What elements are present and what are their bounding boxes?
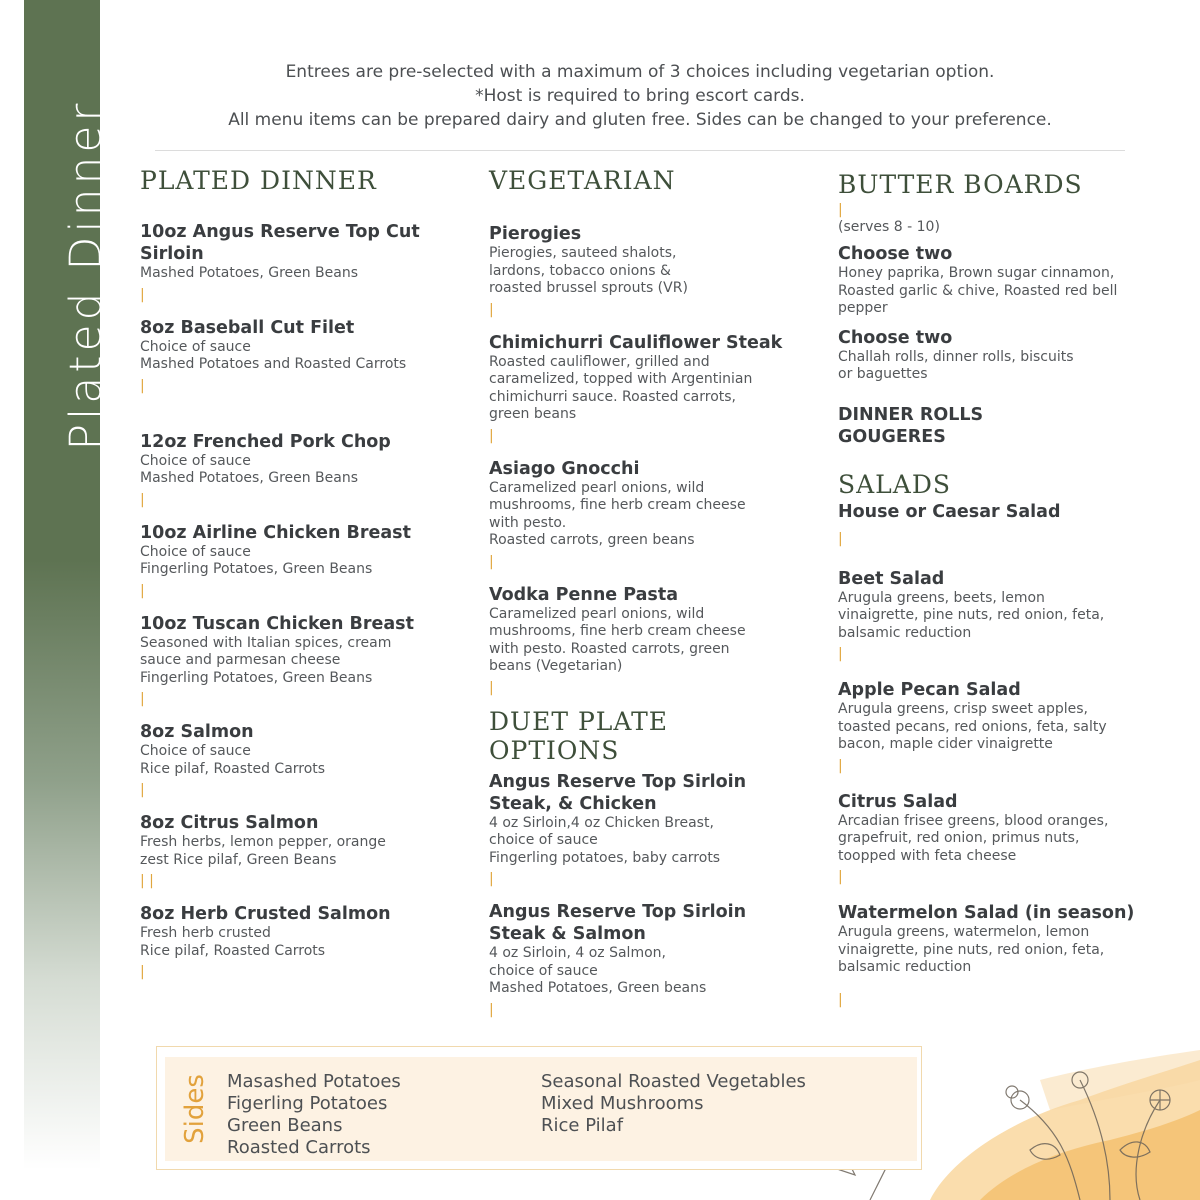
menu-item xyxy=(838,679,1138,775)
item-desc: Choice of sauce Mashed Potatoes and Roasted Carrots xyxy=(140,338,407,372)
menu-item xyxy=(838,902,1138,1009)
item-marker: | xyxy=(838,869,843,885)
menu-item xyxy=(838,327,1138,384)
item-marker: | xyxy=(489,871,494,887)
menu-item xyxy=(140,522,440,600)
item-marker: | xyxy=(140,582,145,599)
intro-line: *Host is required to bring escort cards. xyxy=(475,86,805,106)
item-marker: | xyxy=(489,301,494,318)
side-item: Roasted Carrots xyxy=(227,1137,371,1158)
vegetarian-column xyxy=(489,166,789,1019)
sidebar-title: Plated Dinner xyxy=(60,99,112,451)
menu-item xyxy=(140,431,440,509)
item-marker: | xyxy=(489,1001,494,1018)
menu-item xyxy=(838,791,1138,887)
menu-item xyxy=(140,812,440,890)
sides-box xyxy=(156,1046,922,1170)
menu-item xyxy=(489,771,789,889)
section-title-butter: BUTTER BOARDS xyxy=(838,170,1083,199)
item-name: Chimichurri Cauliflower Steak xyxy=(489,332,783,353)
item-desc: Caramelized pearl onions, wild mushrooms, fine herb cream cheese with pesto. Roasted carrots, green beans (Vegetarian) xyxy=(489,605,746,674)
sides-list-left xyxy=(227,1071,401,1159)
menu-item xyxy=(838,568,1138,664)
item-desc: Choice of sauce Fingerling Potatoes, Green Beans xyxy=(140,543,373,577)
item-name: 10oz Airline Chicken Breast xyxy=(140,522,411,543)
menu-item xyxy=(140,721,440,799)
menu-item xyxy=(140,221,440,304)
item-name: Apple Pecan Salad xyxy=(838,680,1021,700)
item-desc: Choice of sauce Rice pilaf, Roasted Carrots xyxy=(140,743,326,777)
menu-item xyxy=(489,584,789,697)
side-item: Seasonal Roasted Vegetables xyxy=(541,1071,806,1092)
item-marker: | xyxy=(489,679,494,696)
item-name: 8oz Herb Crusted Salmon xyxy=(140,904,391,924)
item-name: Choose two xyxy=(838,244,953,264)
item-name: House or Caesar Salad xyxy=(838,501,1061,522)
butter-salads-column xyxy=(838,170,1138,1009)
sides-list-right xyxy=(541,1071,806,1137)
menu-item xyxy=(140,317,440,395)
item-marker: | xyxy=(140,286,145,303)
item-desc: Honey paprika, Brown sugar cinnamon, Roasted garlic & chive, Roasted red bell pepper xyxy=(838,265,1118,316)
menu-item xyxy=(489,332,789,445)
item-marker: | xyxy=(838,991,843,1008)
item-desc: 4 oz Sirloin, 4 oz Salmon, choice of sauce Mashed Potatoes, Green beans xyxy=(489,945,707,996)
sidebar-band xyxy=(24,0,112,1200)
side-item: Green Beans xyxy=(227,1115,343,1136)
sides-label: Sides xyxy=(180,1074,210,1144)
menu-item xyxy=(838,501,1138,548)
item-name: Angus Reserve Top Sirloin Steak & Salmon xyxy=(489,902,747,944)
item-desc: Pierogies, sauteed shalots, lardons, tobacco onions & roasted brussel sprouts (VR) xyxy=(489,245,688,296)
section-title-vegetarian: VEGETARIAN xyxy=(489,166,676,195)
item-name: Beet Salad xyxy=(838,568,945,589)
section-title-salads: SALADS xyxy=(838,469,952,499)
item-desc: Mashed Potatoes, Green Beans xyxy=(140,265,359,281)
menu-item xyxy=(489,901,789,1019)
section-title-plated: PLATED DINNER xyxy=(140,166,377,195)
item-desc: Arugula greens, watermelon, lemon vinaigrette, pine nuts, red onion, feta, balsamic reduction xyxy=(838,924,1105,975)
item-name: Citrus Salad xyxy=(838,791,958,812)
side-item: Mixed Mushrooms xyxy=(541,1093,704,1114)
menu-item xyxy=(489,223,789,319)
item-name: DINNER ROLLS xyxy=(838,404,984,425)
item-name: Choose two xyxy=(838,327,953,348)
item-marker: | xyxy=(140,491,145,508)
intro-text xyxy=(155,60,1125,132)
item-name: 10oz Angus Reserve Top Cut Sirloin xyxy=(140,222,420,264)
serves-note: (serves 8 - 10) xyxy=(838,219,940,235)
item-name: Asiago Gnocchi xyxy=(489,458,640,479)
item-name: Angus Reserve Top Sirloin Steak, & Chicken xyxy=(489,771,747,814)
item-marker: | xyxy=(140,377,145,394)
item-name: 8oz Citrus Salmon xyxy=(140,813,319,833)
intro-line: All menu items can be prepared dairy and gluten free. Sides can be changed to your preference. xyxy=(228,110,1052,130)
side-item: Figerling Potatoes xyxy=(227,1093,388,1114)
side-item: Masashed Potatoes xyxy=(227,1071,401,1092)
item-marker: | xyxy=(838,646,843,662)
item-name: 8oz Salmon xyxy=(140,722,254,742)
item-name: 8oz Baseball Cut Filet xyxy=(140,317,355,338)
item-desc: Roasted cauliflower, grilled and caramelized, topped with Argentinian chimichurri sauce. Roasted carrots, green beans xyxy=(489,353,753,422)
item-desc: Fresh herb crusted Rice pilaf, Roasted Carrots xyxy=(140,925,326,959)
item-name: 12oz Frenched Pork Chop xyxy=(140,431,391,452)
item-marker: | xyxy=(489,427,494,444)
item-marker: | xyxy=(140,782,145,798)
intro-line: Entrees are pre-selected with a maximum of 3 choices including vegetarian option. xyxy=(285,62,995,82)
item-marker: | xyxy=(838,202,843,218)
item-name: Pierogies xyxy=(489,224,582,244)
side-item: Rice Pilaf xyxy=(541,1115,624,1136)
item-marker: | | xyxy=(140,873,154,889)
item-desc: Arugula greens, beets, lemon vinaigrette, pine nuts, red onion, feta, balsamic reduction xyxy=(838,589,1105,641)
item-name: GOUGERES xyxy=(838,426,946,447)
item-marker: | xyxy=(489,553,494,570)
item-marker: | xyxy=(140,964,145,980)
menu-item xyxy=(838,243,1138,318)
item-desc: Arugula greens, crisp sweet apples, toasted pecans, red onions, feta, salty bacon, maple cider vinaigrette xyxy=(838,701,1107,752)
item-desc: Fresh herbs, lemon pepper, orange zest Rice pilaf, Green Beans xyxy=(140,834,386,868)
item-marker: | xyxy=(140,691,145,707)
item-desc: Seasoned with Italian spices, cream sauce and parmesan cheese Fingerling Potatoes, Green Beans xyxy=(140,634,392,686)
item-desc: Arcadian frisee greens, blood oranges, grapefruit, red onion, primus nuts, toopped with feta cheese xyxy=(838,812,1109,864)
item-name: 10oz Tuscan Chicken Breast xyxy=(140,613,414,634)
item-marker: | xyxy=(838,530,843,547)
menu-item xyxy=(140,903,440,981)
plated-dinner-column xyxy=(140,166,440,981)
item-desc: Caramelized pearl onions, wild mushrooms, fine herb cream cheese with pesto. Roasted carrots, green beans xyxy=(489,479,746,548)
divider xyxy=(155,150,1125,151)
menu-item xyxy=(140,613,440,709)
section-title-duet: DUET PLATE OPTIONS xyxy=(489,706,669,765)
menu-item xyxy=(489,458,789,571)
item-desc: Challah rolls, dinner rolls, biscuits or baguettes xyxy=(838,348,1074,382)
item-name: Watermelon Salad (in season) xyxy=(838,903,1135,923)
item-desc: Choice of sauce Mashed Potatoes, Green Beans xyxy=(140,452,359,486)
rolls-list xyxy=(838,404,1138,448)
item-marker: | xyxy=(838,757,843,774)
item-desc: 4 oz Sirloin,4 oz Chicken Breast, choice of sauce Fingerling potatoes, baby carrots xyxy=(489,814,721,866)
item-name: Vodka Penne Pasta xyxy=(489,584,679,605)
sides-panel xyxy=(165,1057,917,1161)
